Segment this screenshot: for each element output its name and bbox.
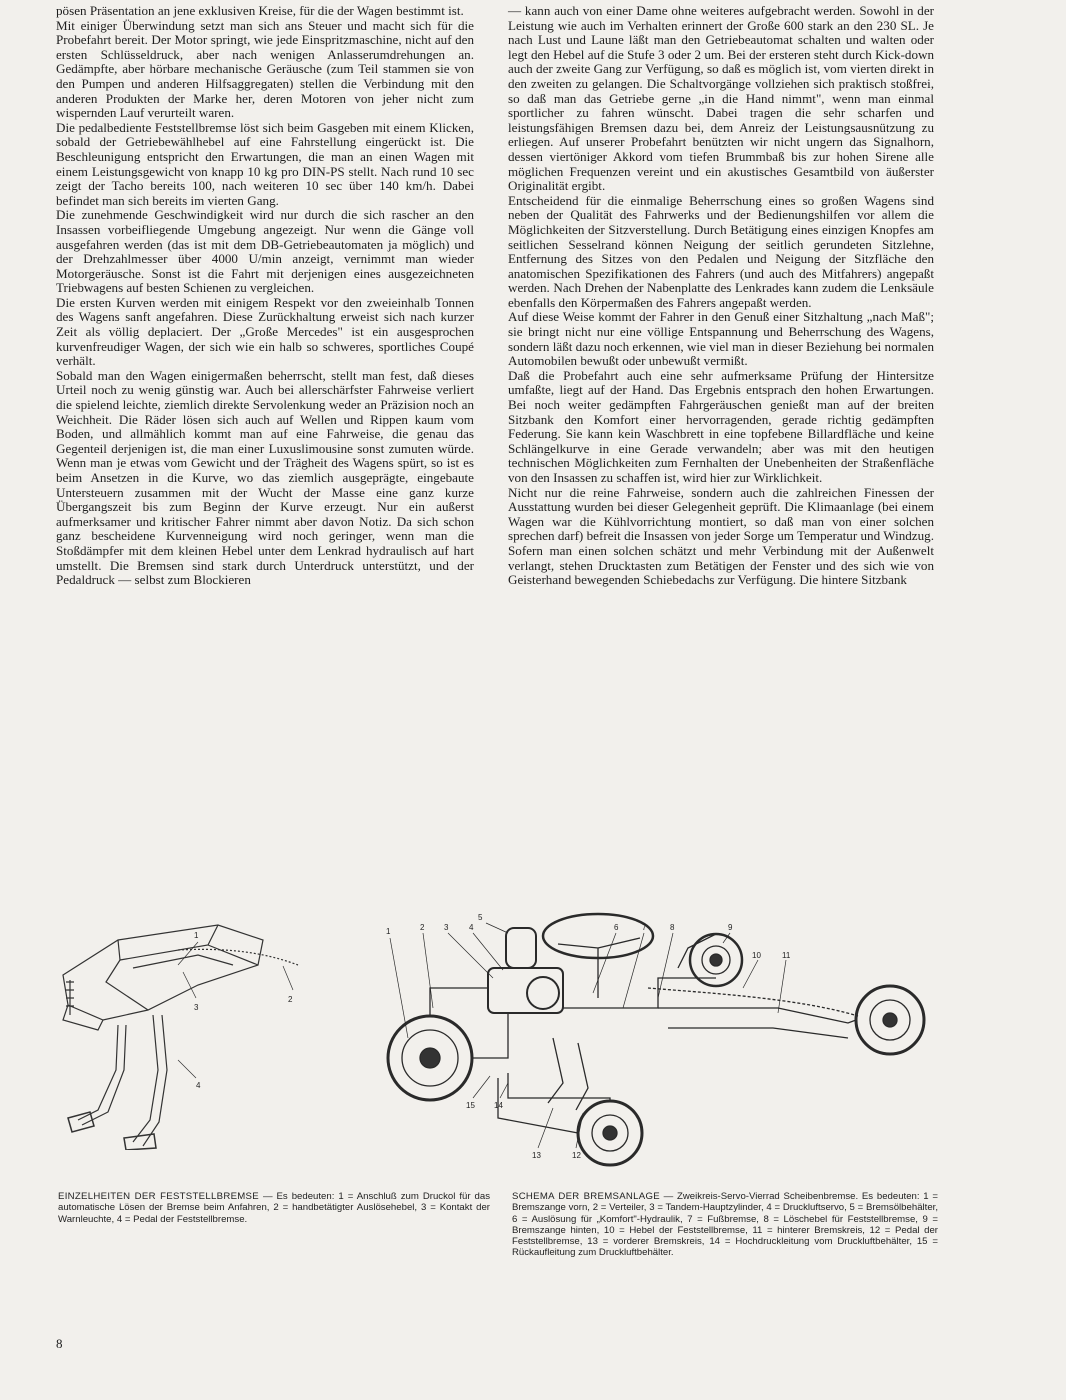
paragraph: — kann auch von einer Dame ohne weiteres aufgebracht werden. Sowohl in der Leistung wie auch im Verhalten erinnert der Große 600 stark an den 230 SL. Je nach Lust und Laune läßt man den Getriebeautomat schalten und walten oder legt den Hebel auf die Stufe 3 oder 2 um. Bei der ersteren steht durch Kick-down auch der zweite Gang zur Verfügung, so daß es möglich ist, vom vierten direkt in den zweiten zu gelangen. Die Schaltvorgänge vollziehen sich praktisch stoßfrei, so daß man das Getriebe gerne „in die Hand nimmt", wenn man einmal sportlicher zu fahren wünscht. Dabei tragen die sehr scharfen und leistungsfähigen Bremsen dazu bei, dem Anreiz der Leistungsausnützung zu erliegen. Auf unserer Probefahrt benützten wir nicht ungern das Signalhorn, dessen viertöniger Akkord vom tiefen Brummbaß bis zur hohen Sirene alle möglichen Frequenzen vereint und ein akustisches Gesamtbild von äußerster Originalität ergibt. [508, 3, 934, 194]
caption-title: SCHEMA DER BREMSANLAGE [512, 1191, 660, 1202]
caption-text: — Es bedeuten: 1 = Anschluß zum Druckol für das automatische Lösen der Bremse beim Anfahren, 2 = handbetätigter Auslösehebel, 3 = Kontakt der Warnleuchte, 4 = Pedal der Feststellbremse. [58, 1191, 490, 1225]
paragraph: Daß die Probefahrt auch eine sehr aufmerksame Prüfung der Hintersitze umfaßte, liegt auf der Hand. Das Ergebnis entsprach den hohen Erwartungen. Bei noch weiter gedämpften Fahrgeräuschen genießt man auf der breiten Sitzbank den Komfort einer hervorragenden, gerade richtig gedämpften Federung. Sie kann kein Waschbrett in eine topfebene Billardfläche und keine Schlängelkurve in eine Gerade verwandeln; aber was mit den heutigen technischen Möglichkeiten zum Fernhalten der Unebenheiten der Straßenfläche von den Insassen zu schaffen ist, wird hier zur Wirklichkeit. [508, 367, 934, 485]
paragraph: Sobald man den Wagen einigermaßen beherrscht, stellt man fest, daß dieses Urteil noch zu wenig günstig war. Auch bei allerschärfster Fahrweise verliert die spielend leichte, ziemlich direkte Servolenkung weder an Präzision noch an Weichheit. Die Räder lösen sich auch auf Wellen und Rippen kaum vom Boden, und allmählich kommt man auf eine Fahrweise, die genau das Gegenteil derjenigen ist, die man einer Luxuslimousine sonst zumuten würde. Wenn man je etwas vom Gewicht und der Trägheit des Wagens spürt, so ist es beim Ansetzen in die Kurve, wo das ziemlich ausgeprägte, eingebaute Untersteuern zusammen mit der Wucht der Masse eine ganz kurze Übergangszeit bis zum Beginn der Kurve erzeugt. Nur ein außerst aufmerksamer und kritischer Fahrer nimmt aber davon Notiz. Da sich schon ganz bescheidene Kurvenneigung wird noch geringer, wenn man die Stoßdämpfer mit dem kleinen Hebel unter dem Lenkrad hydraulisch auf hart umstellt. Die Bremsen sind stark durch Unterdruck unterstützt, und der Pedaldruck — selbst zum Blockieren [56, 367, 474, 588]
callout-4: 4 [469, 923, 474, 932]
callout-1: 1 [386, 927, 391, 936]
callout-2: 2 [288, 995, 293, 1004]
caption-title: EINZELHEITEN DER FESTSTELLBREMSE [58, 1191, 259, 1202]
callout-7: 7 [642, 923, 647, 932]
callout-13: 13 [532, 1151, 541, 1160]
article-column-right [508, 4, 934, 588]
callout-11: 11 [782, 951, 791, 960]
callout-15: 15 [466, 1101, 475, 1110]
callout-12: 12 [572, 1151, 581, 1160]
callout-3: 3 [444, 923, 449, 932]
callout-3: 3 [194, 1003, 199, 1012]
paragraph: Mit einiger Überwindung setzt man sich ans Steuer und macht sich für die Probefahrt bereit. Der Motor springt, wie jede Einspritzmaschine, nicht auf den ersten Schlüsseldruck, aber nach wenigen Anlasserumdrehungen an. Gedämpfte, aber hörbare mechanische Geräusche (zum Teil stammen sie von den Pumpen und anderen Hilfsaggregaten) stellen die Verbindung mit den anderen Produkten der Marke her, deren Motoren von jeher nicht zum wispernden Lauf verurteilt waren. [56, 17, 474, 121]
caption-parking-brake [58, 1191, 490, 1225]
paragraph: Nicht nur die reine Fahrweise, sondern auch die zahlreichen Finessen der Ausstattung wurden bei dieser Gelegenheit geprüft. Die Klimaanlage (bei einem Wagen war die Kühlvorrichtung montiert, so daß man von einer solchen sprechen darf) befreit die Insassen von jeder Sorge um Temperatur und Windzug. Sofern man einen solchen schätzt und mehr Verbindung mit der Außenwelt verlangt, stehen Drucktasten zum Betätigen der Fenster und des sich wie von Geisterhand bewegenden Schiebedachs zur Verfügung. Die hintere Sitzbank [508, 484, 934, 588]
paragraph: Die zunehmende Geschwindigkeit wird nur durch die sich rascher an den Insassen vorbeifliegende Umgebung angezeigt. Nur wenn die Gänge voll ausgefahren werden (das ist mit dem DB-Getriebeautomaten ja möglich) und der Drehzahlmesser über 4000 U/min anzeigt, vernimmt man wieder Motorgeräusche. Sonst ist die Fahrt mit derjenigen eines ausgezeichneten Triebwagens auf besten Schienen zu vergleichen. [56, 207, 474, 296]
parking-brake-illustration [58, 920, 308, 1150]
callout-10: 10 [752, 951, 761, 960]
callout-4: 4 [196, 1081, 201, 1090]
caption-text: — Zweikreis-Servo-Vierrad Scheibenbremse. Es bedeuten: 1 = Bremszange vorn, 2 = Verteiler, 3 = Tandem-Hauptzylinder, 4 = Druckluftservo, 5 = Bremsölbehälter, 6 = Auslösung für „Komfort"-Hydraulik, 7 = Fußbremse, 8 = Löschebel für Feststellbremse, 9 = Bremszange hinten, 10 = Hebel der Feststellbremse, 11 = hinterer Bremskreis, 12 = Pedal der Feststellbremse, 13 = vorderer Bremskreis, 14 = Hochdruckleitung vom Druckluftbehälter, 15 = Rückaufleitung zum Druckluftbehälter. [512, 1191, 938, 1259]
brake-system-schematic [378, 898, 938, 1173]
callout-1: 1 [194, 931, 199, 940]
paragraph: Die ersten Kurven werden mit einigem Respekt vor den zweieinhalb Tonnen des Wagens sanft angefahren. Diese Zurückhaltung erweist sich nach kurzer Zeit als völlig deplaciert. Der „Große Mercedes" ist ein ausgesprochen kurvenfreudiger Wagen, der sich wie ein halb so schweres, sportliches Coupé verhält. [56, 294, 474, 369]
paragraph: pösen Präsentation an jene exklusiven Kreise, für die der Wagen bestimmt ist. [56, 3, 464, 18]
callout-6: 6 [614, 923, 619, 932]
callout-5: 5 [478, 913, 483, 922]
callout-2: 2 [420, 923, 425, 932]
paragraph: Die pedalbediente Feststellbremse löst sich beim Gasgeben mit einem Klicken, sobald der Getriebewählhebel auf eine Fahrstellung eingerückt ist. Die Beschleunigung entspricht den Erwartungen, die man an einen Wagen mit einem Leistungsgewicht von knapp 10 kg pro DIN-PS stellt. Nach rund 10 sec zeigt der Tacho bereits 100, nach weiteren 10 sec über 140 km/h. Dabei befindet man sich bereits im vierten Gang. [56, 119, 474, 208]
caption-brake-system [512, 1191, 938, 1259]
callout-8: 8 [670, 923, 675, 932]
article-column-left [56, 4, 474, 588]
paragraph: Entscheidend für die einmalige Beherrschung eines so großen Wagens sind neben der Qualität des Fahrwerks und der Bedienungshilfen vor allem die Möglichkeiten der Sitzverstellung. Durch Betätigung eines einzigen Knopfes am seitlichen Sesselrand können Neigung der seitlich gerundeten Sitzlehne, Entfernung des Sitzes von den Pedalen und Neigung der Sitzfläche den anatomischen Spezifikationen des Fahrers (und auch des Mitfahrers) angepaßt werden. Nach Drehen der Nabenplatte des Lenkrades kann zudem die Lenksäule ebenfalls den Körpermaßen des Fahrers angepaßt werden. [508, 192, 934, 310]
brake-system-drawing [378, 898, 938, 1173]
paragraph: Auf diese Weise kommt der Fahrer in den Genuß einer Sitzhaltung „nach Maß"; sie bringt nicht nur eine völlige Entspannung und Beherrschung des Wagens, sondern läßt dazu noch erkennen, wie viel man in dieser Beziehung bei normalen Automobilen bewußt oder unbewußt vermißt. [508, 309, 934, 369]
callout-14: 14 [494, 1101, 503, 1110]
page-number: 8 [56, 1336, 63, 1351]
parking-brake-drawing [58, 920, 308, 1150]
callout-9: 9 [728, 923, 733, 932]
